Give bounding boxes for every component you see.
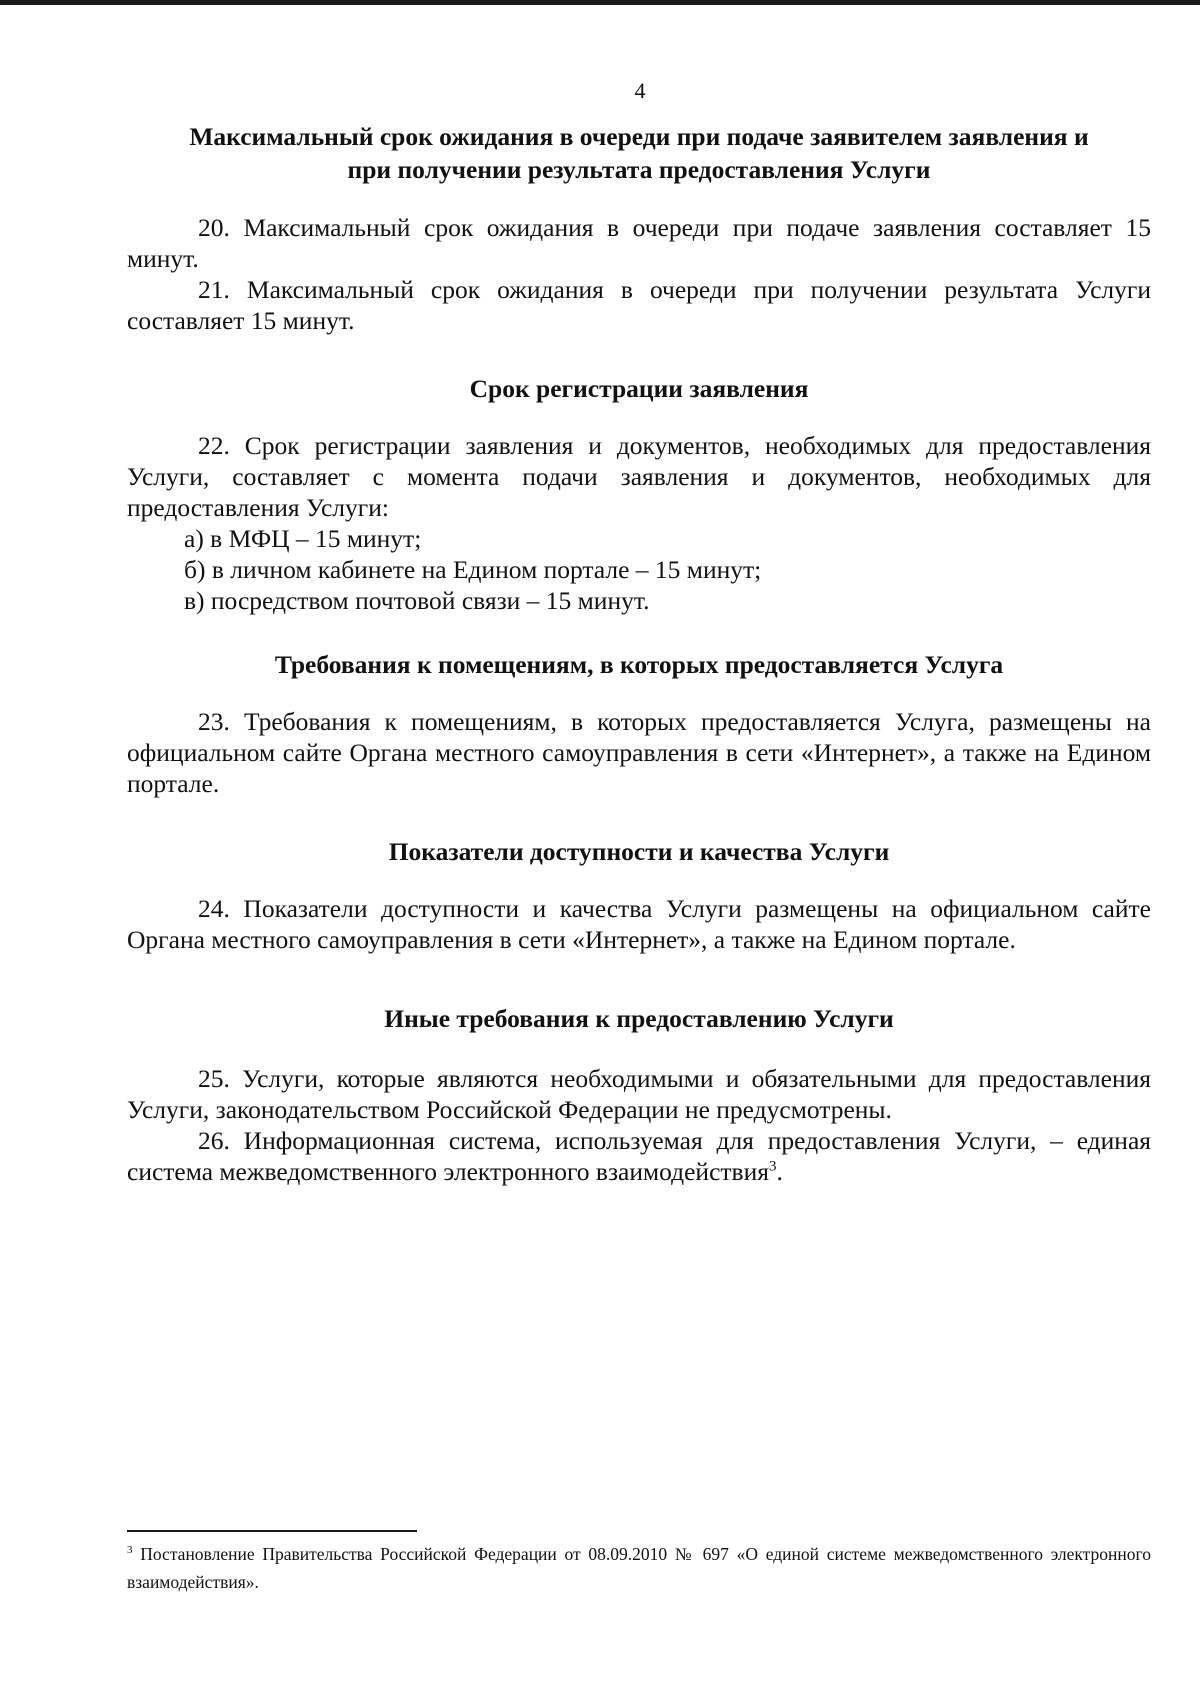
paragraph-24: 24. Показатели доступности и качества Услуги размещены на официальном сайте Органа местного самоуправления в сети «Интернет», а также на Едином портале. <box>127 894 1151 954</box>
heading-other: Иные требования к предоставлению Услуги <box>384 1004 894 1033</box>
heading-queue-line2: при получении результата предоставления Услуги <box>347 155 931 184</box>
paragraph-25: 25. Услуги, которые являются необходимыми и обязательными для предоставления Услуги, законодательством Российской Федерации не предусмотрены. <box>127 1064 1151 1124</box>
document-body <box>127 120 1151 1187</box>
heading-queue-line1: Максимальный срок ожидания в очереди при подаче заявителем заявления и <box>189 122 1089 151</box>
paragraph-22: 22. Срок регистрации заявления и документов, необходимых для предоставления Услуги, составляет с момента подачи заявления и документов, необходимых для предоставления Услуги: <box>127 431 1151 522</box>
list-item-mfc: а) в МФЦ – 15 минут; <box>184 524 422 553</box>
footnote-text: Постановление Правительства Российской Федерации от 08.09.2010 № 697 «О единой системе межведомственного электронного взаимодействия». <box>127 1544 1151 1592</box>
list-item-post: в) посредством почтовой связи – 15 минут. <box>184 586 650 615</box>
footnote-separator <box>127 1530 417 1532</box>
heading-registration: Срок регистрации заявления <box>469 374 809 403</box>
footnote <box>127 1540 1151 1596</box>
paragraph-26 <box>127 1125 1151 1187</box>
paragraph-26-end: . <box>776 1157 783 1186</box>
footnote-reference: 3 <box>768 1158 777 1175</box>
top-border-line <box>0 0 1200 5</box>
heading-quality: Показатели доступности и качества Услуги <box>388 837 890 866</box>
paragraph-26-text: 26. Информационная система, используемая для предоставления Услуги, – единая система межведомственного электронного взаимодействия <box>127 1126 1151 1186</box>
paragraph-23: 23. Требования к помещениям, в которых предоставляется Услуга, размещены на официальном сайте Органа местного самоуправления в сети «Интернет», а также на Едином портале. <box>127 707 1151 798</box>
page-number: 4 <box>634 78 646 103</box>
heading-premises: Требования к помещениям, в которых предоставляется Услуга <box>274 650 1004 679</box>
paragraph-21: 21. Максимальный срок ожидания в очереди при получении результата Услуги составляет 15 минут. <box>127 275 1151 335</box>
list-item-portal: б) в личном кабинете на Едином портале – 15 минут; <box>184 555 762 584</box>
footnote-marker: 3 <box>127 1544 133 1557</box>
paragraph-20: 20. Максимальный срок ожидания в очереди при подаче заявления составляет 15 минут. <box>127 213 1151 273</box>
